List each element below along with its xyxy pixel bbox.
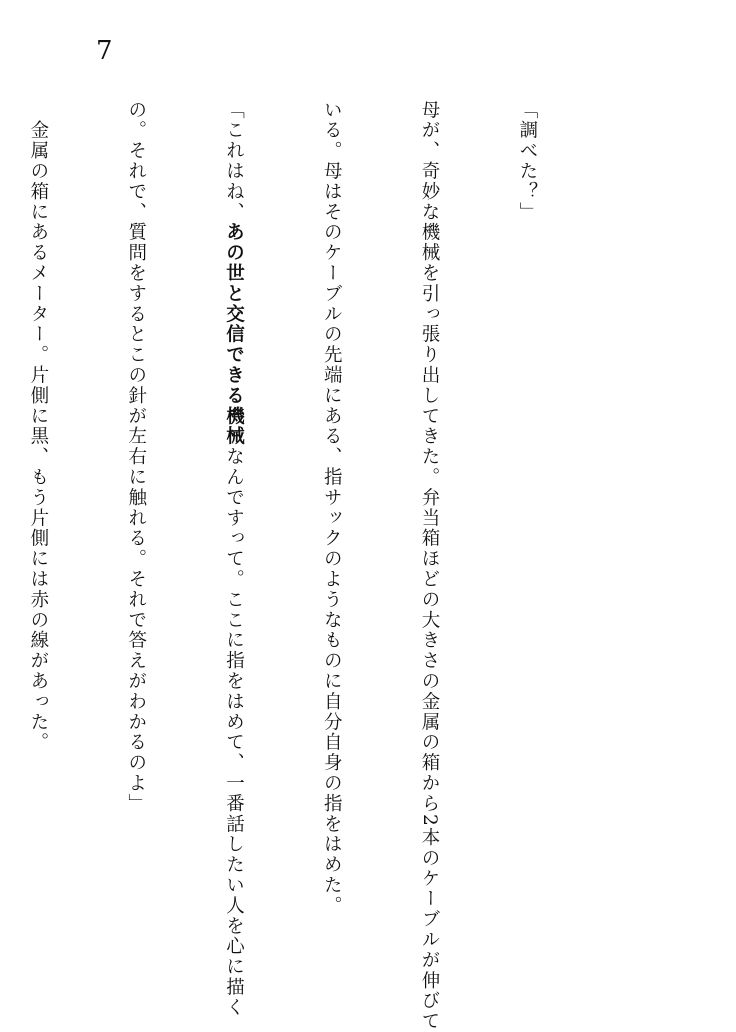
text-line: 「調べた？」 [516, 100, 538, 223]
text-line [217, 100, 250, 1019]
text-segment: なんですって。ここに指をはめて、一番話したい人を心に描く [223, 446, 245, 1019]
text-line: 母が、奇妙な機械を引っ張り出してきた。弁当箱ほどの大きさの金属の箱から2本のケーブルが伸びて [419, 100, 441, 1032]
text-line: の。それで、質問をするとこの針が左右に触れる。それで答えがわかるのよ」 [125, 100, 147, 814]
page-number: 7 [96, 36, 113, 66]
emphasized-text: あの世と交信できる機械 [223, 222, 245, 447]
text-line: いる。母はそのケーブルの先端にある、指サックのようなものに自分自身の指をはめた。 [321, 100, 343, 916]
text-segment: 「これはね、 [223, 100, 245, 223]
body-text [0, 100, 608, 1032]
text-line: 金属の箱にあるメーター。片側に黒、もう片側には赤の線があった。 [27, 100, 49, 753]
